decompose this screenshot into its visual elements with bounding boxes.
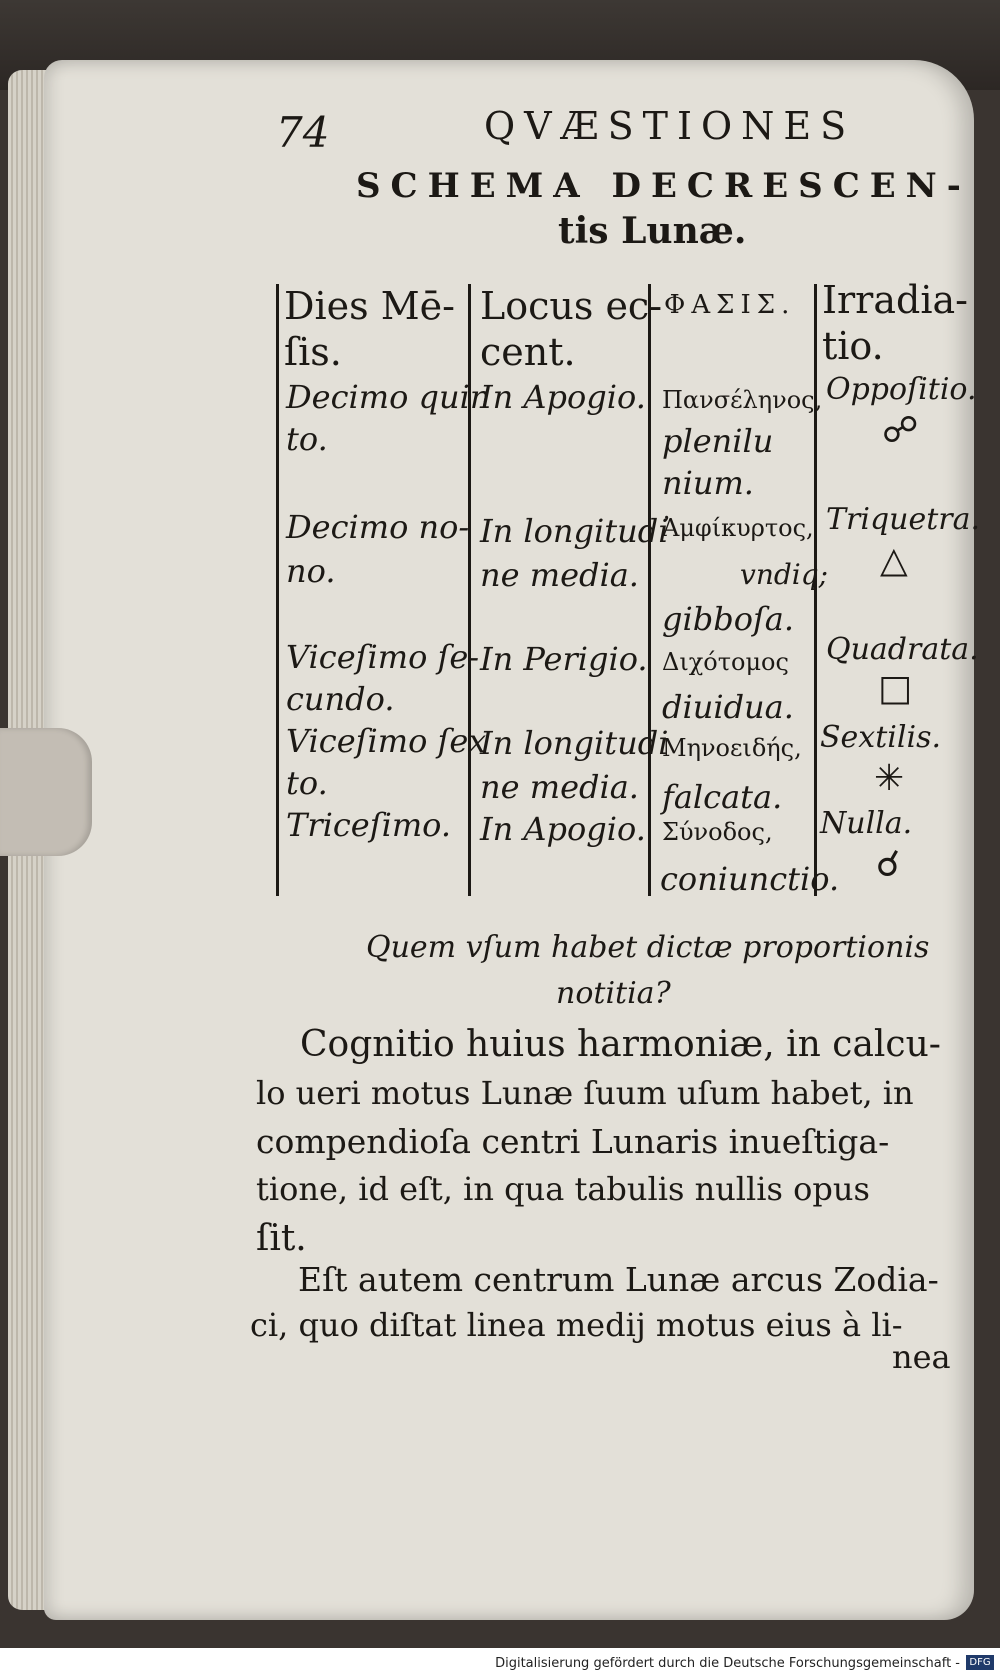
row3-day-a: Viceſimo ſe- [286, 638, 480, 676]
body-line: compendioſa centri Lunaris inueſtiga- [256, 1122, 890, 1161]
row4-aspect: Sextilis. [820, 720, 941, 755]
opposition-symbol-icon: ☍ [882, 410, 919, 451]
sextile-symbol-icon: ✳ [874, 758, 905, 799]
row1-day-a: Decimo quin [286, 378, 491, 416]
dfg-logo: DFG [966, 1655, 994, 1670]
row3-locus-a: In Perigio. [480, 640, 648, 678]
row2-phase-a: vndiq; [740, 558, 829, 591]
row4-locus-a: In longitudi [480, 724, 669, 762]
row2-day-a: Decimo no- [286, 508, 470, 546]
running-head: QVÆSTIONES [484, 104, 856, 148]
body-line: lo ueri motus Lunæ ſuum uſum habet, in [256, 1074, 914, 1112]
conjunction-symbol-icon: ☌ [876, 844, 901, 885]
row2-day-b: no. [286, 552, 336, 590]
row4-phase-greek: Μηνοειδής, [662, 734, 802, 762]
header-locus-b: cent. [480, 330, 576, 374]
question-line1: Quem vſum habet dictæ proportionis [366, 930, 930, 965]
square-symbol-icon: □ [878, 668, 913, 709]
row4-phase-a: falcata. [662, 778, 783, 816]
header-locus-a: Locus ec- [480, 284, 663, 328]
table-rule-left [276, 284, 279, 896]
row5-aspect: Nulla. [820, 806, 913, 841]
row2-phase-b: gibboſa. [662, 600, 795, 638]
body-line: tione, id eſt, in qua tabulis nullis opus [256, 1170, 870, 1208]
body-line: Eſt autem centrum Lunæ arcus Zodia- [298, 1260, 939, 1299]
row4-day-b: to. [286, 764, 328, 802]
row5-phase-greek: Σύνοδος, [662, 818, 773, 846]
row4-locus-b: ne media. [480, 768, 639, 806]
header-dies-a: Dies Mē- [284, 284, 455, 328]
table-title-line1: SCHEMA DECRESCEN- [356, 166, 971, 206]
bookmark-tab [0, 728, 92, 856]
row2-aspect: Triquetra. [826, 502, 981, 537]
row1-phase-a: plenilu [662, 422, 774, 460]
row3-day-b: cundo. [286, 680, 395, 718]
table-title-line2: tis Lunæ. [558, 210, 747, 252]
row5-day-a: Triceſimo. [286, 806, 452, 844]
row2-phase-greek: Ἀμφίκυρτος, [662, 514, 814, 542]
body-line: ci, quo diſtat linea medij motus eius à li- [250, 1306, 903, 1344]
header-irradiatio-a: Irradia- [822, 278, 968, 322]
row3-phase-greek: Διχότομος [662, 648, 789, 676]
body-line: nea [892, 1338, 951, 1376]
question-line2: notitia? [556, 976, 671, 1011]
body-line: Cognitio huius harmoniæ, in calcu- [300, 1024, 941, 1065]
row5-phase-a: coniunctio. [660, 860, 840, 898]
row1-day-b: to. [286, 420, 328, 458]
row3-phase-a: diuidua. [662, 688, 794, 726]
row1-phase-b: nium. [662, 464, 754, 502]
trine-symbol-icon: △ [880, 540, 908, 581]
header-phasis: ΦΑΣΙΣ. [664, 290, 796, 320]
row5-locus-a: In Apogio. [480, 810, 646, 848]
row1-aspect: Oppoſitio. [826, 372, 977, 407]
row1-locus-a: In Apogio. [480, 378, 646, 416]
row3-aspect: Quadrata. [826, 632, 979, 667]
table-rule-col3 [648, 284, 651, 896]
row2-locus-a: In longitudi [480, 512, 669, 550]
table-rule-col2 [468, 284, 471, 896]
row2-locus-b: ne media. [480, 556, 639, 594]
row1-phase-greek: Πανσέληνος, [662, 386, 823, 414]
digitization-credit: Digitalisierung gefördert durch die Deutsche Forschungsgemeinschaft - [495, 1656, 960, 1671]
page-number: 74 [276, 108, 330, 157]
header-irradiatio-b: tio. [822, 324, 884, 368]
row4-day-a: Viceſimo ſex [286, 722, 487, 760]
header-dies-b: ſis. [284, 330, 342, 374]
body-line: ſit. [256, 1218, 307, 1259]
